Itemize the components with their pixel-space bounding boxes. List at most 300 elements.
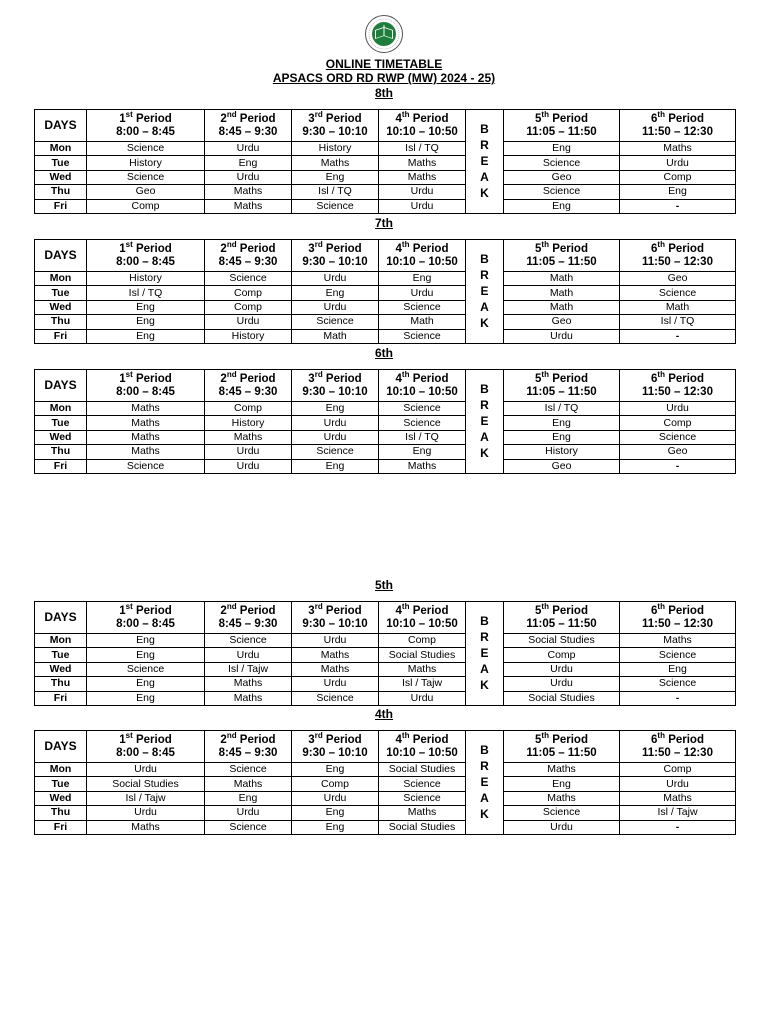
period-time: 9:30 – 10:10 (302, 255, 368, 268)
subject-cell: Science (379, 329, 466, 343)
period-header (620, 240, 736, 272)
subject-cell: Comp (205, 402, 292, 416)
period-time: 11:50 – 12:30 (642, 255, 713, 268)
subject-cell: Math (504, 272, 620, 286)
subject-cell: Eng (379, 272, 466, 286)
subject-cell: Urdu (205, 315, 292, 329)
subject-cell: Science (620, 648, 736, 662)
table-row (35, 662, 736, 676)
break-letter: A (480, 430, 489, 445)
period-time: 11:05 – 11:50 (526, 746, 597, 759)
subject-cell: Science (292, 199, 379, 213)
subject-cell: Eng (620, 662, 736, 676)
subject-cell: Maths (87, 445, 205, 459)
timetable-8th (34, 109, 736, 214)
break-letter: R (480, 268, 489, 283)
subject-cell: Maths (379, 662, 466, 676)
subject-cell: Maths (87, 402, 205, 416)
break-letter: R (480, 398, 489, 413)
period-header (620, 602, 736, 634)
subject-cell: Maths (504, 763, 620, 777)
subject-cell: Science (620, 677, 736, 691)
table-row (35, 459, 736, 473)
subject-cell: Science (292, 445, 379, 459)
subject-cell: Maths (379, 459, 466, 473)
subject-cell: Urdu (504, 677, 620, 691)
period-word: Period (412, 242, 449, 255)
period-word: Period (135, 604, 172, 617)
period-header (205, 731, 292, 763)
subject-cell: Eng (292, 402, 379, 416)
table-row (35, 329, 736, 343)
subject-cell: - (620, 199, 736, 213)
days-header: DAYS (35, 110, 87, 142)
subject-cell: Maths (620, 634, 736, 648)
period-ordinal: st (125, 369, 133, 379)
period-number: 1 (119, 372, 126, 385)
day-cell: Fri (35, 199, 87, 213)
subject-cell: Urdu (292, 430, 379, 444)
table-row (35, 170, 736, 184)
period-ordinal: nd (226, 239, 237, 249)
period-header (87, 110, 205, 142)
period-time: 10:10 – 10:50 (386, 255, 458, 268)
period-word: Period (135, 112, 172, 125)
break-letter: E (480, 646, 489, 661)
table-row (35, 286, 736, 300)
subject-cell: Eng (504, 416, 620, 430)
subject-cell: Eng (87, 634, 205, 648)
day-cell: Fri (35, 329, 87, 343)
period-ordinal: nd (226, 601, 237, 611)
subject-cell: Social Studies (379, 648, 466, 662)
period-word: Period (412, 604, 449, 617)
period-number: 5 (535, 242, 542, 255)
header-row (35, 602, 736, 634)
table-row (35, 416, 736, 430)
subject-cell: Geo (620, 272, 736, 286)
subject-cell: Isl / Tajw (620, 806, 736, 820)
break-column (466, 370, 504, 474)
subject-cell: Urdu (504, 329, 620, 343)
table-row (35, 272, 736, 286)
subject-cell: Science (379, 777, 466, 791)
timetable-7th (34, 239, 736, 344)
period-number: 3 (308, 112, 315, 125)
timetable-4th (34, 730, 736, 835)
period-time: 8:00 – 8:45 (116, 746, 175, 759)
day-cell: Mon (35, 272, 87, 286)
break-letter: B (480, 252, 489, 267)
day-cell: Wed (35, 430, 87, 444)
grade-label-5th: 5th (375, 578, 393, 592)
subject-cell: Eng (292, 820, 379, 834)
period-header (292, 731, 379, 763)
break-column (466, 240, 504, 344)
subject-cell: Science (504, 806, 620, 820)
period-word: Period (239, 112, 276, 125)
subject-cell: Urdu (620, 777, 736, 791)
subject-cell: Eng (87, 300, 205, 314)
subject-cell: History (87, 272, 205, 286)
period-ordinal: rd (314, 730, 323, 740)
subject-cell: Isl / TQ (620, 315, 736, 329)
period-ordinal: rd (314, 369, 323, 379)
period-ordinal: th (657, 369, 665, 379)
subject-cell: Isl / TQ (504, 402, 620, 416)
period-number: 5 (535, 604, 542, 617)
day-cell: Wed (35, 662, 87, 676)
period-time: 9:30 – 10:10 (302, 617, 368, 630)
break-letter: B (480, 614, 489, 629)
subject-cell: Isl / TQ (379, 142, 466, 156)
subject-cell: Isl / Tajw (87, 791, 205, 805)
subject-cell: Urdu (292, 416, 379, 430)
period-time: 11:50 – 12:30 (642, 746, 713, 759)
period-word: Period (135, 372, 172, 385)
period-word: Period (135, 733, 172, 746)
table-row (35, 315, 736, 329)
grade-label-7th: 7th (375, 216, 393, 230)
table-row (35, 199, 736, 213)
period-header (504, 240, 620, 272)
subject-cell: Eng (205, 156, 292, 170)
subject-cell: Math (504, 300, 620, 314)
period-word: Period (325, 242, 362, 255)
period-header (292, 602, 379, 634)
period-word: Period (668, 242, 704, 255)
subject-cell: Urdu (205, 459, 292, 473)
period-header (87, 602, 205, 634)
subject-cell: Eng (504, 777, 620, 791)
subject-cell: Math (292, 329, 379, 343)
break-letter: B (480, 743, 489, 758)
period-word: Period (239, 242, 276, 255)
subject-cell: Eng (504, 430, 620, 444)
subject-cell: Math (504, 286, 620, 300)
table-row (35, 777, 736, 791)
period-time: 11:50 – 12:30 (642, 385, 713, 398)
period-word: Period (325, 112, 362, 125)
day-cell: Thu (35, 677, 87, 691)
day-cell: Thu (35, 806, 87, 820)
period-number: 2 (220, 242, 227, 255)
school-name: APSACS ORD RD RWP (MW) 2024 - 25) (272, 71, 496, 85)
day-cell: Thu (35, 315, 87, 329)
period-number: 3 (308, 604, 315, 617)
subject-cell: Science (87, 662, 205, 676)
break-letter: A (480, 791, 489, 806)
period-number: 5 (535, 112, 542, 125)
subject-cell: Maths (205, 185, 292, 199)
subject-cell: Geo (504, 170, 620, 184)
subject-cell: Math (620, 300, 736, 314)
period-ordinal: th (401, 730, 410, 740)
subject-cell: Maths (205, 677, 292, 691)
timetable-6th (34, 369, 736, 474)
table-row (35, 445, 736, 459)
subject-cell: Maths (87, 416, 205, 430)
period-number: 1 (119, 112, 126, 125)
subject-cell: Urdu (205, 445, 292, 459)
period-ordinal: th (541, 601, 549, 611)
subject-cell: Maths (87, 820, 205, 834)
break-letter: K (480, 316, 489, 331)
break-letter: K (480, 446, 489, 461)
day-cell: Wed (35, 300, 87, 314)
period-time: 11:50 – 12:30 (642, 617, 713, 630)
subject-cell: Social Studies (87, 777, 205, 791)
subject-cell: Comp (205, 286, 292, 300)
table-row (35, 820, 736, 834)
subject-cell: Maths (205, 691, 292, 705)
period-word: Period (239, 733, 276, 746)
days-header: DAYS (35, 602, 87, 634)
subject-cell: Urdu (205, 648, 292, 662)
period-ordinal: st (125, 601, 133, 611)
period-number: 6 (651, 112, 658, 125)
period-number: 1 (119, 733, 126, 746)
day-cell: Mon (35, 142, 87, 156)
period-number: 5 (535, 372, 542, 385)
break-column (466, 731, 504, 835)
subject-cell: Urdu (292, 634, 379, 648)
subject-cell: Isl / TQ (292, 185, 379, 199)
subject-cell: Math (379, 315, 466, 329)
period-word: Period (552, 372, 588, 385)
subject-cell: Eng (87, 315, 205, 329)
subject-cell: Urdu (292, 300, 379, 314)
period-header (379, 240, 466, 272)
subject-cell: Science (504, 156, 620, 170)
subject-cell: Science (292, 691, 379, 705)
day-cell: Mon (35, 763, 87, 777)
subject-cell: Eng (620, 185, 736, 199)
subject-cell: Comp (620, 170, 736, 184)
subject-cell: Social Studies (379, 820, 466, 834)
subject-cell: Geo (504, 459, 620, 473)
break-letter: B (480, 122, 489, 137)
period-word: Period (552, 733, 588, 746)
subject-cell: Science (620, 286, 736, 300)
subject-cell: Maths (504, 791, 620, 805)
subject-cell: Science (292, 315, 379, 329)
subject-cell: Maths (292, 156, 379, 170)
break-letter: A (480, 662, 489, 677)
period-number: 4 (395, 604, 402, 617)
period-time: 8:45 – 9:30 (218, 255, 278, 268)
days-header: DAYS (35, 731, 87, 763)
period-time: 9:30 – 10:10 (302, 746, 368, 759)
day-cell: Fri (35, 691, 87, 705)
subject-cell: Comp (379, 634, 466, 648)
day-cell: Wed (35, 170, 87, 184)
period-number: 4 (395, 372, 402, 385)
period-header (379, 110, 466, 142)
period-number: 2 (220, 733, 227, 746)
period-word: Period (668, 372, 704, 385)
period-header (205, 110, 292, 142)
period-ordinal: th (401, 109, 410, 119)
subject-cell: Urdu (379, 199, 466, 213)
period-word: Period (325, 372, 362, 385)
period-ordinal: th (541, 730, 549, 740)
period-number: 3 (308, 372, 315, 385)
day-cell: Mon (35, 402, 87, 416)
period-ordinal: rd (314, 601, 323, 611)
period-word: Period (412, 733, 449, 746)
subject-cell: Science (87, 170, 205, 184)
period-word: Period (135, 242, 172, 255)
subject-cell: Comp (292, 777, 379, 791)
table-row (35, 300, 736, 314)
period-ordinal: th (657, 239, 665, 249)
subject-cell: Urdu (379, 286, 466, 300)
subject-cell: Urdu (205, 806, 292, 820)
period-number: 3 (308, 733, 315, 746)
table-row (35, 430, 736, 444)
subject-cell: Maths (205, 199, 292, 213)
period-header (504, 602, 620, 634)
day-cell: Tue (35, 648, 87, 662)
period-header (205, 602, 292, 634)
period-ordinal: th (657, 601, 665, 611)
subject-cell: Eng (379, 445, 466, 459)
period-ordinal: th (401, 369, 410, 379)
period-ordinal: th (541, 109, 549, 119)
period-time: 8:45 – 9:30 (218, 617, 278, 630)
break-column (466, 602, 504, 706)
period-word: Period (325, 733, 362, 746)
subject-cell: - (620, 820, 736, 834)
period-number: 1 (119, 604, 126, 617)
timetable-title: ONLINE TIMETABLE (325, 57, 443, 71)
subject-cell: Eng (87, 329, 205, 343)
subject-cell: Eng (292, 806, 379, 820)
day-cell: Tue (35, 777, 87, 791)
subject-cell: Science (205, 820, 292, 834)
period-header (87, 731, 205, 763)
period-header (379, 731, 466, 763)
subject-cell: Social Studies (504, 691, 620, 705)
subject-cell: Eng (504, 142, 620, 156)
period-header (292, 370, 379, 402)
subject-cell: Isl / Tajw (205, 662, 292, 676)
subject-cell: Geo (620, 445, 736, 459)
subject-cell: Science (379, 402, 466, 416)
day-cell: Tue (35, 416, 87, 430)
period-time: 8:45 – 9:30 (218, 746, 278, 759)
period-number: 6 (651, 242, 658, 255)
period-header (620, 731, 736, 763)
period-time: 10:10 – 10:50 (386, 125, 458, 138)
table-row (35, 402, 736, 416)
subject-cell: Science (620, 430, 736, 444)
period-header (504, 370, 620, 402)
period-time: 9:30 – 10:10 (302, 385, 368, 398)
break-letter: B (480, 382, 489, 397)
break-letter: E (480, 775, 489, 790)
period-time: 9:30 – 10:10 (302, 125, 368, 138)
period-word: Period (668, 733, 704, 746)
period-header (379, 370, 466, 402)
subject-cell: Maths (292, 662, 379, 676)
period-ordinal: nd (226, 369, 237, 379)
break-column (466, 110, 504, 214)
subject-cell: Comp (205, 300, 292, 314)
day-cell: Thu (35, 445, 87, 459)
subject-cell: Eng (292, 459, 379, 473)
period-number: 2 (220, 604, 227, 617)
break-letter: R (480, 138, 489, 153)
subject-cell: Maths (379, 156, 466, 170)
break-letter: A (480, 300, 489, 315)
period-ordinal: st (125, 109, 133, 119)
header-row (35, 110, 736, 142)
period-header (292, 240, 379, 272)
period-ordinal: nd (226, 109, 237, 119)
subject-cell: Urdu (205, 142, 292, 156)
table-row (35, 634, 736, 648)
subject-cell: Urdu (292, 677, 379, 691)
period-ordinal: rd (314, 239, 323, 249)
subject-cell: Isl / TQ (379, 430, 466, 444)
period-header (504, 731, 620, 763)
day-cell: Thu (35, 185, 87, 199)
subject-cell: Urdu (292, 791, 379, 805)
break-letter: E (480, 284, 489, 299)
subject-cell: Science (87, 459, 205, 473)
subject-cell: Urdu (379, 691, 466, 705)
period-number: 4 (395, 112, 402, 125)
subject-cell: Eng (292, 763, 379, 777)
period-header (205, 370, 292, 402)
period-number: 6 (651, 372, 658, 385)
subject-cell: Science (379, 791, 466, 805)
days-header: DAYS (35, 370, 87, 402)
period-time: 8:00 – 8:45 (116, 125, 175, 138)
subject-cell: Geo (87, 185, 205, 199)
break-letter: R (480, 630, 489, 645)
break-letter: K (480, 186, 489, 201)
subject-cell: Science (504, 185, 620, 199)
subject-cell: Maths (205, 430, 292, 444)
subject-cell: Maths (620, 791, 736, 805)
period-word: Period (552, 604, 588, 617)
period-number: 3 (308, 242, 315, 255)
subject-cell: History (205, 329, 292, 343)
header-row (35, 370, 736, 402)
period-header (379, 602, 466, 634)
subject-cell: Comp (504, 648, 620, 662)
grade-label-4th: 4th (375, 707, 393, 721)
subject-cell: History (292, 142, 379, 156)
period-header (87, 240, 205, 272)
table-row (35, 185, 736, 199)
subject-cell: Urdu (292, 272, 379, 286)
subject-cell: Eng (292, 170, 379, 184)
period-ordinal: th (401, 239, 410, 249)
period-word: Period (552, 112, 588, 125)
period-number: 2 (220, 372, 227, 385)
subject-cell: Isl / TQ (87, 286, 205, 300)
break-letter: E (480, 414, 489, 429)
table-row (35, 763, 736, 777)
subject-cell: Social Studies (504, 634, 620, 648)
grade-label-6th: 6th (375, 346, 393, 360)
period-number: 4 (395, 733, 402, 746)
school-logo (364, 14, 404, 54)
